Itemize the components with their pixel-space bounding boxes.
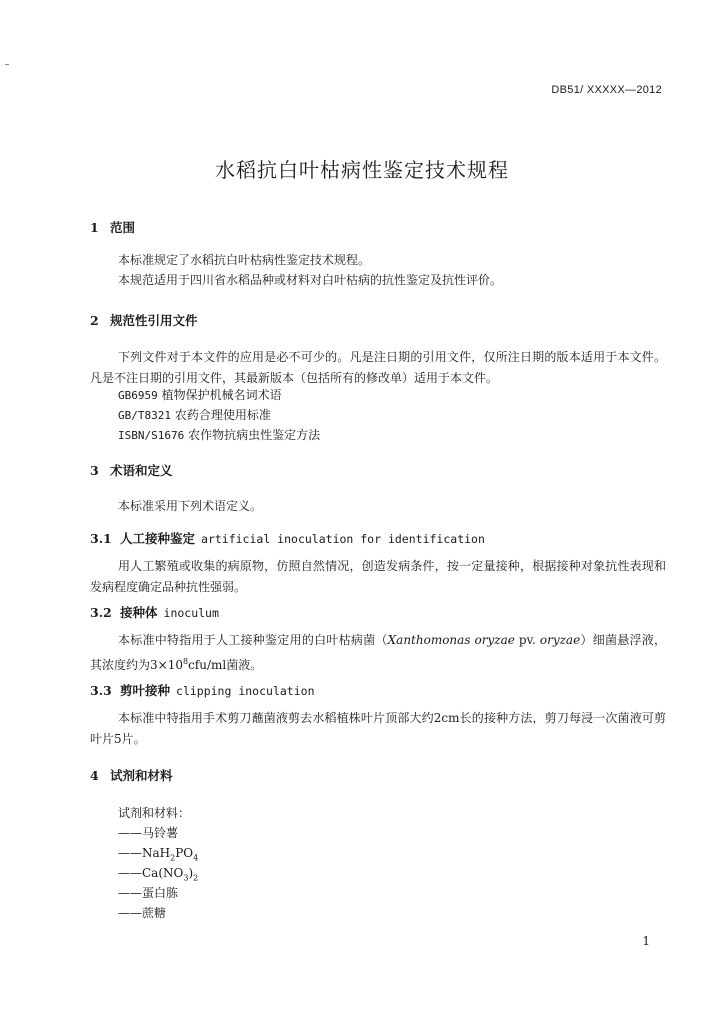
section-1-heading xyxy=(90,218,135,236)
reference-name: 农药合理使用标准 xyxy=(174,408,271,422)
material-name: NaH xyxy=(142,846,171,860)
definition-text: ）细菌悬浮液，其浓度约为3×10 xyxy=(90,633,666,672)
reference-item xyxy=(118,405,271,426)
subscript: 4 xyxy=(193,853,199,863)
material-name: 蔗糖 xyxy=(142,906,167,920)
term-3-3-heading xyxy=(90,681,315,699)
term-3-1-heading xyxy=(90,529,485,547)
reference-code: GB/T8321 xyxy=(118,409,171,422)
list-dash: —— xyxy=(118,826,142,840)
term-3-3-definition: 本标准中特指用手术剪刀蘸菌液剪去水稻植株叶片顶部大约2cm长的接种方法，剪刀每浸一次菌液可剪叶片5片。 xyxy=(90,711,666,746)
list-dash: —— xyxy=(118,886,142,900)
definition-text: pv. xyxy=(514,633,540,647)
section-title: 试剂和材料 xyxy=(110,768,173,783)
list-dash: —— xyxy=(118,906,142,920)
reference-code: ISBN/S1676 xyxy=(118,429,185,442)
material-name: ) xyxy=(188,866,194,880)
material-name: 马铃薯 xyxy=(142,826,179,840)
species-name: Xanthomonas oryzae xyxy=(387,633,515,647)
term-number: 3.3 xyxy=(90,683,112,698)
subscript: 2 xyxy=(193,873,199,883)
section-3-heading xyxy=(90,461,173,479)
pathovar-name: oryzae xyxy=(539,633,581,647)
section-number: 1 xyxy=(90,220,99,235)
material-name: 蛋白胨 xyxy=(142,886,179,900)
section-number: 4 xyxy=(90,768,99,783)
section-2-heading xyxy=(90,311,198,329)
reference-name: 农作物抗病虫性鉴定方法 xyxy=(188,428,321,442)
term-3-2-definition xyxy=(90,630,666,676)
section-title: 规范性引用文件 xyxy=(110,313,198,328)
section-3-intro: 本标准采用下列术语定义。 xyxy=(118,499,263,513)
definition-text: cfu/ml菌液。 xyxy=(188,658,263,672)
section-1-paragraph-1: 本标准规定了水稻抗白叶枯病性鉴定技术规程。 xyxy=(118,253,371,267)
margin-mark xyxy=(5,64,9,65)
term-3-1-definition: 用人工繁殖或收集的病原物，仿照自然情况，创造发病条件，按一定量接种，根据接种对象抗性表现和发病程度确定品种抗性强弱。 xyxy=(90,559,666,594)
page-number: 1 xyxy=(642,934,650,948)
definition-text: 本标准中特指用于人工接种鉴定用的白叶枯病菌（ xyxy=(118,633,388,647)
list-dash: —— xyxy=(118,866,142,880)
term-english: clipping inoculation xyxy=(176,684,315,698)
material-name: Ca(NO xyxy=(142,866,184,880)
term-chinese: 接种体 xyxy=(120,605,158,620)
term-chinese: 剪叶接种 xyxy=(120,683,171,698)
term-3-2-heading xyxy=(90,603,219,621)
list-dash: —— xyxy=(118,846,142,860)
reference-code: GB6959 xyxy=(118,389,158,402)
section-number: 3 xyxy=(90,463,99,478)
term-english: inoculum xyxy=(163,606,219,620)
material-item xyxy=(118,823,178,844)
section-title: 范围 xyxy=(110,220,136,235)
document-code: DB51/ XXXXX—2012 xyxy=(551,84,662,96)
term-english: artificial inoculation for identification xyxy=(201,532,485,546)
section-2-intro: 下列文件对于本文件的应用是必不可少的。凡是注日期的引用文件，仅所注日期的版本适用于本文件。凡是不注日期的引用文件，其最新版本（包括所有的修改单）适用于本文件。 xyxy=(90,350,666,385)
material-item xyxy=(118,903,166,924)
term-number: 3.1 xyxy=(90,531,112,546)
reference-item xyxy=(118,385,282,406)
section-number: 2 xyxy=(90,313,99,328)
exponent: 8 xyxy=(182,657,189,666)
subscript: 3 xyxy=(183,873,189,883)
materials-label: 试剂和材料： xyxy=(118,806,191,820)
section-title: 术语和定义 xyxy=(110,463,173,478)
material-item xyxy=(118,883,178,904)
reference-name: 植物保护机械名词术语 xyxy=(161,388,282,402)
section-4-heading xyxy=(90,766,173,784)
section-1-paragraph-2: 本规范适用于四川省水稻品种或材料对白叶枯病的抗性鉴定及抗性评价。 xyxy=(118,273,503,287)
subscript: 2 xyxy=(170,853,176,863)
document-title: 水稻抗白叶枯病性鉴定技术规程 xyxy=(215,158,509,182)
material-name: PO xyxy=(175,846,194,860)
term-number: 3.2 xyxy=(90,605,112,620)
reference-item xyxy=(118,425,320,446)
term-chinese: 人工接种鉴定 xyxy=(120,531,196,546)
